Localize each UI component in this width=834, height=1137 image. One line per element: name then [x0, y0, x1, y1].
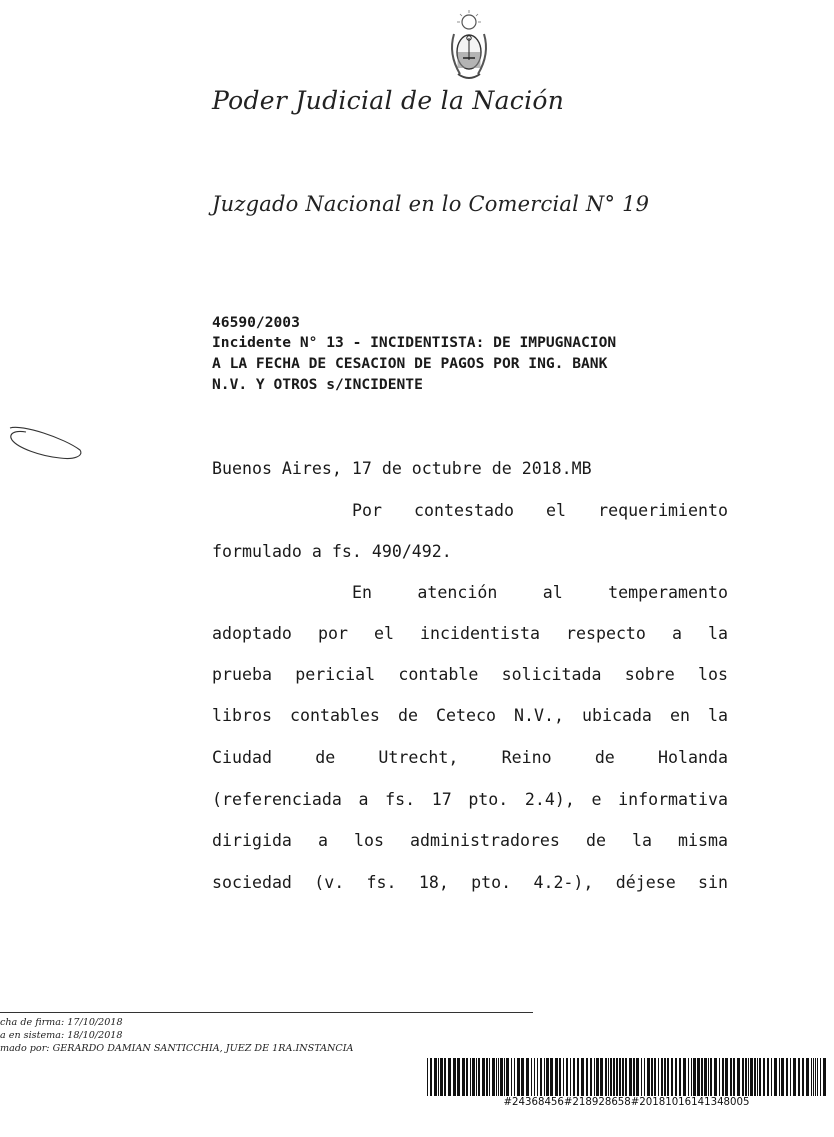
header-title: Poder Judicial de la Nación: [212, 86, 565, 115]
signature-date: cha de firma: 17/10/2018: [0, 1017, 123, 1028]
body-line: adoptado por el incidentista respecto a la: [212, 624, 728, 643]
body-line: sociedad (v. fs. 18, pto. 4.2-), déjese sin: [212, 873, 728, 892]
body-line: Por contestado el requerimiento: [352, 501, 728, 520]
body-line: (referenciada a fs. 17 pto. 2.4), e informativa: [212, 790, 728, 809]
barcode-icon: [426, 1058, 827, 1096]
case-title-line-3: N.V. Y OTROS s/INCIDENTE: [212, 376, 423, 393]
coat-of-arms-icon: [446, 8, 492, 86]
body-line: libros contables de Ceteco N.V., ubicada en la: [212, 706, 728, 725]
system-date: a en sistema: 18/10/2018: [0, 1030, 123, 1041]
body-line: En atención al temperamento: [352, 583, 728, 602]
court-name: Juzgado Nacional en lo Comercial N° 19: [212, 192, 650, 216]
signed-by: mado por: GERARDO DAMIAN SANTICCHIA, JUEZ DE 1RA.INSTANCIA: [0, 1043, 354, 1054]
barcode-number: #24368456#218928658#20181016141348005: [503, 1097, 750, 1108]
case-title-line-1: Incidente N° 13 - INCIDENTISTA: DE IMPUGNACION: [212, 334, 617, 351]
body-line: Ciudad de Utrecht, Reino de Holanda: [212, 748, 728, 767]
pen-mark-icon: [4, 420, 84, 466]
body-line: formulado a fs. 490/492.: [212, 542, 452, 561]
body-line: prueba pericial contable solicitada sobre los: [212, 665, 728, 684]
case-number: 46590/2003: [212, 314, 300, 331]
body-line: dirigida a los administradores de la misma: [212, 831, 728, 850]
footer-divider: [0, 1012, 533, 1013]
date-line: Buenos Aires, 17 de octubre de 2018.MB: [212, 459, 592, 478]
case-title-line-2: A LA FECHA DE CESACION DE PAGOS POR ING. BANK: [212, 355, 608, 372]
